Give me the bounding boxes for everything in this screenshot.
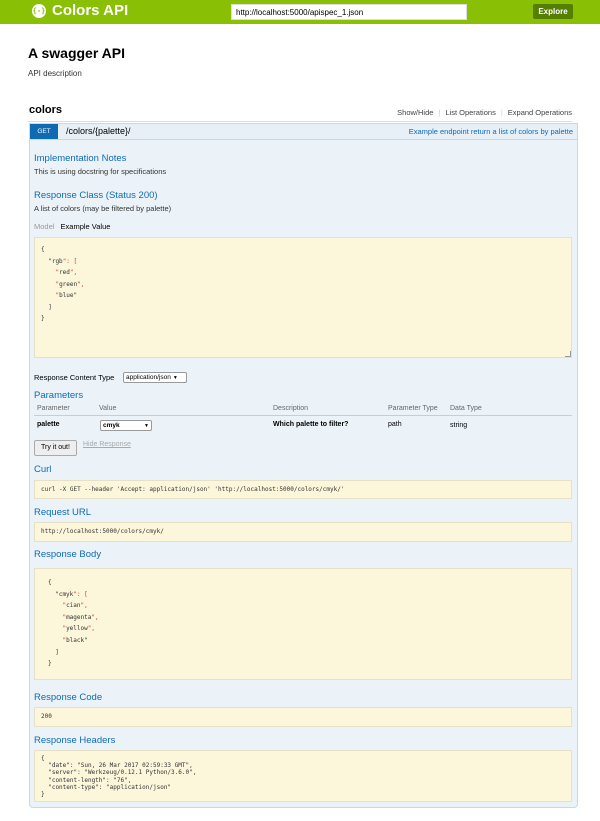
parameters-title: Parameters [34,390,84,401]
response-body-title: Response Body [34,549,102,560]
response-body-box[interactable]: { "cmyk": [ "cian", "magenta", "yellow", "black" ] } [34,568,572,680]
response-class-text: A list of colors (may be filtered by palette) [34,204,172,213]
curl-title: Curl [34,464,52,475]
request-url-box[interactable]: http://localhost:5000/colors/cmyk/ [34,522,572,542]
resource-links [397,108,572,117]
response-headers-title: Response Headers [34,735,116,746]
implementation-notes-title: Implementation Notes [34,153,127,164]
api-spec-url-input[interactable] [231,4,467,20]
request-url-title: Request URL [34,507,92,518]
tab-model[interactable]: Model [34,222,55,231]
response-class-title: Response Class (Status 200) [34,190,158,201]
parameters-header-row [34,403,572,416]
operation-heading[interactable] [29,123,578,140]
example-value-box[interactable]: { "rgb": [ "red", "green", "blue" ] } [34,237,572,358]
operation-path[interactable]: /colors/{palette}/ [66,126,131,136]
expand-operations-link[interactable]: Expand Operations [507,108,572,117]
column-header: Data Type [450,405,482,412]
hide-response-link[interactable]: Hide Response [83,441,131,448]
response-content-type-value: application/json [126,374,171,381]
http-method-badge[interactable]: GET [30,124,58,139]
show-hide-link[interactable]: Show/Hide [397,108,434,117]
resize-grip-icon[interactable] [565,351,571,357]
palette-value: cmyk [103,422,120,429]
link-separator: | [500,108,503,117]
top-bar [0,0,600,24]
tab-example-value[interactable]: Example Value [60,222,111,231]
resource-divider [28,121,572,122]
response-content-type-select[interactable] [123,372,187,383]
link-separator: | [438,108,441,117]
column-header: Value [99,405,117,412]
chevron-down-icon: ▼ [144,423,149,429]
column-header: Description [273,405,309,412]
param-data-type: string [450,422,468,429]
param-name: palette [37,421,60,428]
response-content-type-label: Response Content Type [34,373,115,382]
app-title: Colors API [52,2,129,19]
resource-name[interactable]: colors [29,104,63,116]
column-header: Parameter [37,405,70,412]
param-description: Which palette to filter? [273,421,349,428]
curl-box[interactable]: curl -X GET --header 'Accept: application/json' 'http://localhost:5000/colors/cmyk/' [34,480,572,499]
api-title: A swagger API [28,45,125,61]
param-type: path [388,421,402,428]
operation-summary[interactable]: Example endpoint return a list of colors by palette [408,127,573,136]
chevron-down-icon: ▼ [172,375,178,381]
column-header: Parameter Type [388,405,438,412]
implementation-notes-text: This is using docstring for specifications [34,167,167,176]
explore-button[interactable]: Explore [533,4,573,19]
response-headers-box[interactable]: { "date": "Sun, 26 Mar 2017 02:59:33 GMT", "server": "Werkzeug/0.12.1 Python/3.6.0", "content-length": "76", "content-type": "application/json" } [34,750,572,802]
api-description: API description [28,69,82,78]
try-it-out-button[interactable]: Try it out! [34,440,77,456]
response-code-title: Response Code [34,692,103,703]
list-operations-link[interactable]: List Operations [445,108,496,117]
model-tabs [34,222,110,231]
swagger-logo-icon: {-} [32,4,46,18]
response-code-box[interactable]: 200 [34,707,572,727]
palette-value-select[interactable] [100,420,152,431]
